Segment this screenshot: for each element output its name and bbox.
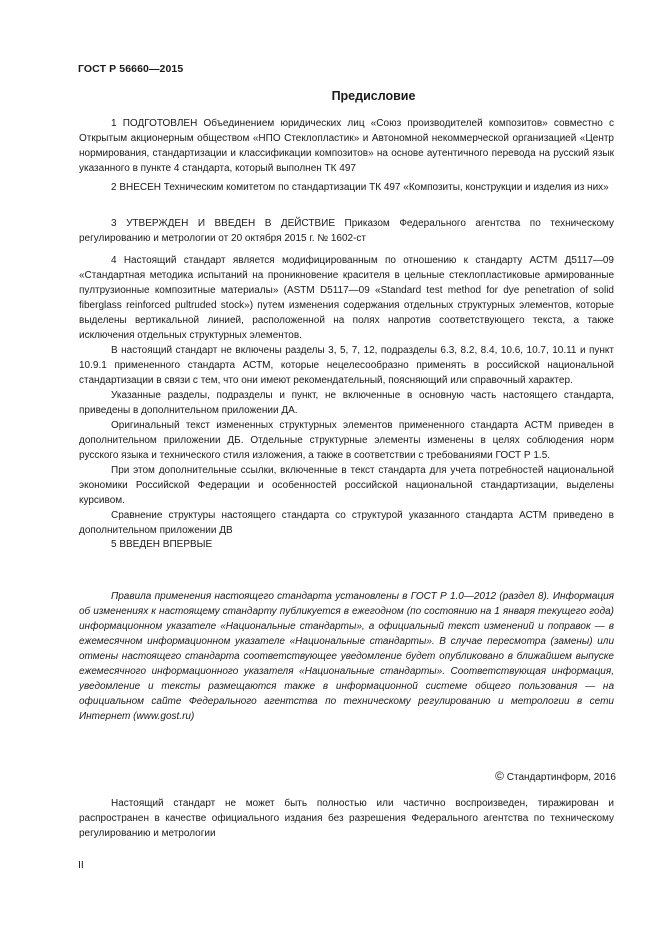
paragraph-text: Сравнение структуры настоящего стандарта со структурой указанного стандарта АСТМ приведено в дополнительном приложении ДВ [79,510,614,536]
legal-notice: Настоящий стандарт не может быть полностью или частично воспроизведен, тиражирован и распространен в качестве официального издания без разрешения Федерального агентства по техническому регулированию и метрологии [79,798,614,839]
paragraph-text: 5 ВВЕДЕН ВПЕРВЫЕ [111,539,213,550]
paragraph-item-4 [79,253,614,538]
page-number: II [78,859,84,871]
paragraph-text: 1 ПОДГОТОВЛЕН Объединением юридических лиц «Союз производителей композитов» совместно с Открытым акционерным обществом «НПО Стеклопластик» и Автономной некоммерческой организацией «Центр нормирования, стандартизации и классификации композитов» на основе аутентичного перевода на русский язык указанного в пункте 4 стандарта, который выполнен ТК 497 [79,118,614,174]
document-code: ГОСТ Р 56660—2015 [78,63,184,75]
paragraph-text: Оригинальный текст измененных структурных элементов примененного стандарта АСТМ приведен в дополнительном приложении ДБ. Отдельные структурные элементы изменены в целях соблюдения норм русского языка и технического стиля изложения, а также в соответствии с требованиями ГОСТ Р 1.5. [79,420,614,461]
paragraph-text: 4 Настоящий стандарт является модифицированным по отношению к стандарту АСТМ Д5117—09 «Стандартная методика испытаний на проникновение красителя в цельные стеклопластиковые армированные пултрузионные композитные материалы» (ASTM D5117—09 «Standard test method for dye penetration of solid fiberglass reinforced pultruded stock») путем изменения содержания отдельных структурных элементов, которые выделены вертикальной линией, расположенной на полях напротив соответствующего текста, а также исключения отдельных структурных элементов. [79,255,614,341]
paragraph-text: В настоящий стандарт не включены разделы 3, 5, 7, 12, подразделы 6.3, 8.2, 8.4, 10.6, 10.7, 10.11 и пункт 10.9.1 примененного стандарта АСТМ, которые нецелесообразно применять в российской национальной стандартизации в связи с тем, что они имеют рекомендательный, поясняющий или справочный характер. [79,345,614,386]
copyright-text: Стандартинформ, 2016 [506,772,616,783]
paragraph-text: 2 ВНЕСЕН Техническим комитетом по стандартизации ТК 497 «Композиты, конструкции и изделия из них» [111,182,609,193]
copyright-icon: © [495,769,504,783]
copyright-line [440,769,616,783]
paragraph-item-1 [79,116,614,176]
section-title-wrapper [0,89,661,103]
paragraph-item-5 [79,537,614,552]
paragraph-text: Указанные разделы, подразделы и пункт, не включенные в основную часть настоящего стандарта, приведены в дополнительном приложении ДА. [79,390,614,416]
section-title: Предисловие [331,89,416,103]
paragraph-item-3 [79,216,614,246]
paragraph-text: При этом дополнительные ссылки, включенные в текст стандарта для учета потребностей национальной экономики Российской Федерации и особенностей российской национальной стандартизации, выделены курсивом. [79,465,614,506]
usage-rules-note: Правила применения настоящего стандарта установлены в ГОСТ Р 1.0—2012 (раздел 8). Информация об изменениях к настоящему стандарту публикуется в ежегодном (по состоянию на 1 января текущего года) информационном указателе «Национальные стандарты», а официальный текст изменений и поправок — в ежемесячном информационном указателе «Национальные стандарты». В случае пересмотра (замены) или отмены настоящего стандарта соответствующее уведомление будет опубликовано в ближайшем выпуске ежемесячного информационного указателя «Национальные стандарты». Соответствующая информация, уведомление и тексты размещаются также в информационной системе общего пользования — на официальном сайте Федерального агентства по техническому регулированию и метрологии в сети Интернет (www.gost.ru) [79,591,614,722]
paragraph-item-2 [79,180,614,195]
paragraph-text: 3 УТВЕРЖДЕН И ВВЕДЕН В ДЕЙСТВИЕ Приказом Федерального агентства по техническому регулированию и метрологии от 20 октября 2015 г. № 1602-ст [79,218,614,244]
